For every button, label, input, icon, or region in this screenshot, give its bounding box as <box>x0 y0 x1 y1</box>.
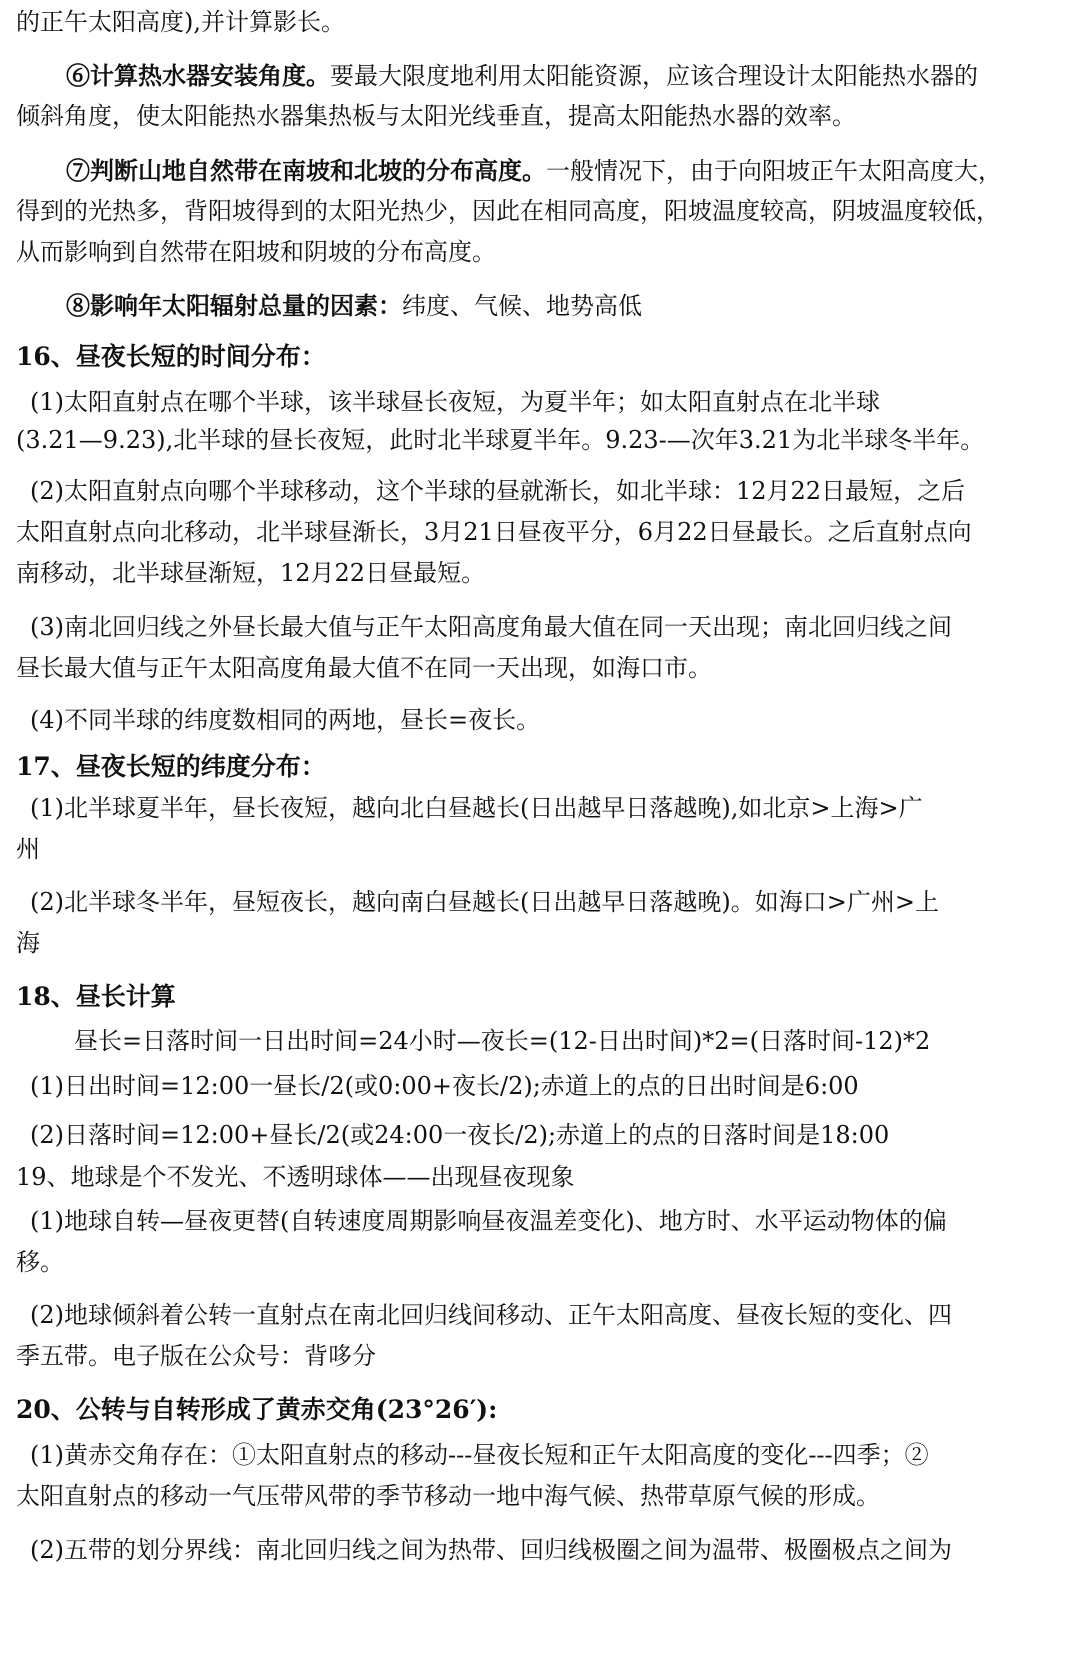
point-6-text: 要最大限度地利用太阳能资源，应该合理设计太阳能热水器的 <box>330 62 978 90</box>
text-line: 季五带。电子版在公众号：背哆分 <box>16 1342 376 1370</box>
text-line: (1)黄赤交角存在：①太阳直射点的移动---昼夜长短和正午太阳高度的变化---四季；② <box>30 1441 929 1469</box>
section-19-heading: 19、地球是个不发光、不透明球体——出现昼夜现象 <box>16 1163 575 1191</box>
text-line: 州 <box>16 835 40 863</box>
point-8-line <box>66 285 642 327</box>
text-line: 南移动，北半球昼渐短，12月22日昼最短。 <box>16 559 486 587</box>
text-line: (3)南北回归线之外昼长最大值与正午太阳高度角最大值在同一天出现；南北回归线之间 <box>30 613 952 641</box>
text-line: (2)北半球冬半年，昼短夜长，越向南白昼越长(日出越早日落越晚)。如海口>广州>上 <box>30 888 939 916</box>
text-line: (1)日出时间=12:00一昼长/2(或0:00+夜长/2);赤道上的点的日出时间是6:00 <box>30 1072 859 1100</box>
text-line: (3.21—9.23),北半球的昼长夜短，此时北半球夏半年。9.23-—次年3.21为北半球冬半年。 <box>16 426 985 454</box>
text-line: 太阳直射点的移动一气压带风带的季节移动一地中海气候、热带草原气候的形成。 <box>16 1482 880 1510</box>
section-20-heading: 20、公转与自转形成了黄赤交角(23°26′): <box>16 1395 498 1424</box>
text-line: (2)地球倾斜着公转一直射点在南北回归线间移动、正午太阳高度、昼夜长短的变化、四 <box>30 1301 952 1329</box>
section-16-heading: 16、昼夜长短的时间分布： <box>16 342 326 371</box>
section-17-heading: 17、昼夜长短的纬度分布： <box>16 752 326 781</box>
text-line: (2)五带的划分界线：南北回归线之间为热带、回归线极圈之间为温带、极圈极点之间为 <box>30 1536 952 1564</box>
section-18-heading: 18、昼长计算 <box>16 982 176 1011</box>
text-line: (1)太阳直射点在哪个半球，该半球昼长夜短，为夏半年；如太阳直射点在北半球 <box>30 388 880 416</box>
point-8-heading: ⑧影响年太阳辐射总量的因素： <box>66 291 402 320</box>
text-line: 移。 <box>16 1248 64 1276</box>
text-line: 从而影响到自然带在阳坡和阴坡的分布高度。 <box>16 238 496 266</box>
text-line: (1)北半球夏半年，昼长夜短，越向北白昼越长(日出越早日落越晚),如北京>上海>广 <box>30 794 923 822</box>
text-line: 得到的光热多，背阳坡得到的太阳光热少，因此在相同高度，阳坡温度较高，阴坡温度较低， <box>16 197 1000 225</box>
text-line: (2)太阳直射点向哪个半球移动，这个半球的昼就渐长，如北半球：12月22日最短，之后 <box>30 477 966 505</box>
text-line: 倾斜角度，使太阳能热水器集热板与太阳光线垂直，提高太阳能热水器的效率。 <box>16 102 856 130</box>
text-line: 的正午太阳高度),并计算影长。 <box>16 8 345 36</box>
text-line: 太阳直射点向北移动，北半球昼渐长，3月21日昼夜平分，6月22日昼最长。之后直射点向 <box>16 518 972 546</box>
text-line: 海 <box>16 929 40 957</box>
point-8-text: 纬度、气候、地势高低 <box>402 292 642 320</box>
text-line: (4)不同半球的纬度数相同的两地，昼长=夜长。 <box>30 706 541 734</box>
point-7-heading: ⑦判断山地自然带在南坡和北坡的分布高度。 <box>66 156 546 185</box>
text-line: 昼长最大值与正午太阳高度角最大值不在同一天出现，如海口市。 <box>16 654 712 682</box>
formula-line: 昼长=日落时间一日出时间=24小时—夜长=(12-日出时间)*2=(日落时间-12)*2 <box>74 1027 931 1055</box>
point-6-line <box>66 55 978 97</box>
text-line: (1)地球自转—昼夜更替(自转速度周期影响昼夜温差变化)、地方时、水平运动物体的偏 <box>30 1207 947 1235</box>
point-6-heading: ⑥计算热水器安装角度。 <box>66 61 330 90</box>
text-line: (2)日落时间=12:00+昼长/2(或24:00一夜长/2);赤道上的点的日落时间是18:00 <box>30 1121 890 1149</box>
point-7-text: 一般情况下，由于向阳坡正午太阳高度大， <box>546 157 1002 185</box>
point-7-line <box>66 150 1002 192</box>
